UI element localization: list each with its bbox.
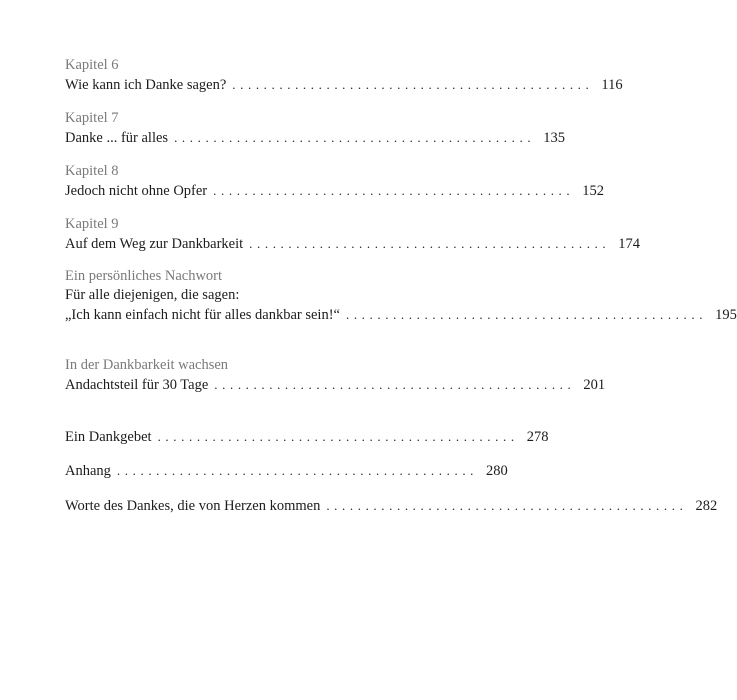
- entry-page-number: 282: [695, 498, 718, 514]
- dot-leader: ..............................................: [249, 236, 611, 251]
- chapter-8-label: Kapitel 8: [65, 163, 119, 179]
- entry-title: „Ich kann einfach nicht für alles dankbar sein!“: [65, 307, 340, 323]
- entry-page-number: 278: [526, 429, 549, 445]
- toc-entry-afterword: [65, 306, 737, 324]
- toc-entry-words-of-thanks: [65, 497, 718, 515]
- dot-leader: ..............................................: [345, 307, 708, 322]
- dot-leader: ..............................................: [213, 183, 575, 198]
- toc-entry-chapter-6: [65, 76, 623, 94]
- entry-page-number: 116: [601, 77, 623, 93]
- toc-entry-chapter-8: [65, 182, 604, 200]
- dot-leader: ..............................................: [326, 498, 688, 513]
- chapter-6-label: Kapitel 6: [65, 57, 119, 73]
- entry-title: Danke ... für alles: [65, 130, 169, 146]
- chapter-9-label: Kapitel 9: [65, 216, 119, 232]
- toc-entry-chapter-9: [65, 235, 641, 253]
- dot-leader: ..............................................: [157, 429, 519, 444]
- entry-title: Auf dem Weg zur Dankbarkeit: [65, 236, 244, 252]
- dot-leader: ..............................................: [232, 77, 594, 92]
- entry-title: Anhang: [65, 463, 111, 479]
- entry-page-number: 174: [618, 236, 641, 252]
- entry-title: Andachtsteil für 30 Tage: [65, 377, 209, 393]
- entry-page-number: 195: [715, 307, 737, 323]
- afterword-label: Ein persönliches Nachwort: [65, 268, 223, 284]
- devotional-label: In der Dankbarkeit wachsen: [65, 357, 229, 373]
- entry-page-number: 152: [582, 183, 604, 199]
- entry-title: Ein Dankgebet: [65, 429, 152, 445]
- dot-leader: ..............................................: [174, 130, 536, 145]
- toc-entry-appendix: [65, 462, 508, 480]
- entry-title: Wie kann ich Danke sagen?: [65, 77, 227, 93]
- toc-entry-devotional: [65, 376, 606, 394]
- toc-entry-chapter-7: [65, 129, 565, 147]
- entry-page-number: 280: [486, 463, 508, 479]
- entry-title: Jedoch nicht ohne Opfer: [65, 183, 208, 199]
- entry-page-number: 135: [543, 130, 565, 146]
- entry-title: Worte des Dankes, die von Herzen kommen: [65, 498, 321, 514]
- toc-entry-prayer: [65, 428, 549, 446]
- chapter-7-label: Kapitel 7: [65, 110, 119, 126]
- dot-leader: ..............................................: [214, 377, 576, 392]
- entry-page-number: 201: [583, 377, 606, 393]
- afterword-subtitle: Für alle diejenigen, die sagen:: [65, 287, 240, 303]
- dot-leader: ..............................................: [116, 463, 479, 478]
